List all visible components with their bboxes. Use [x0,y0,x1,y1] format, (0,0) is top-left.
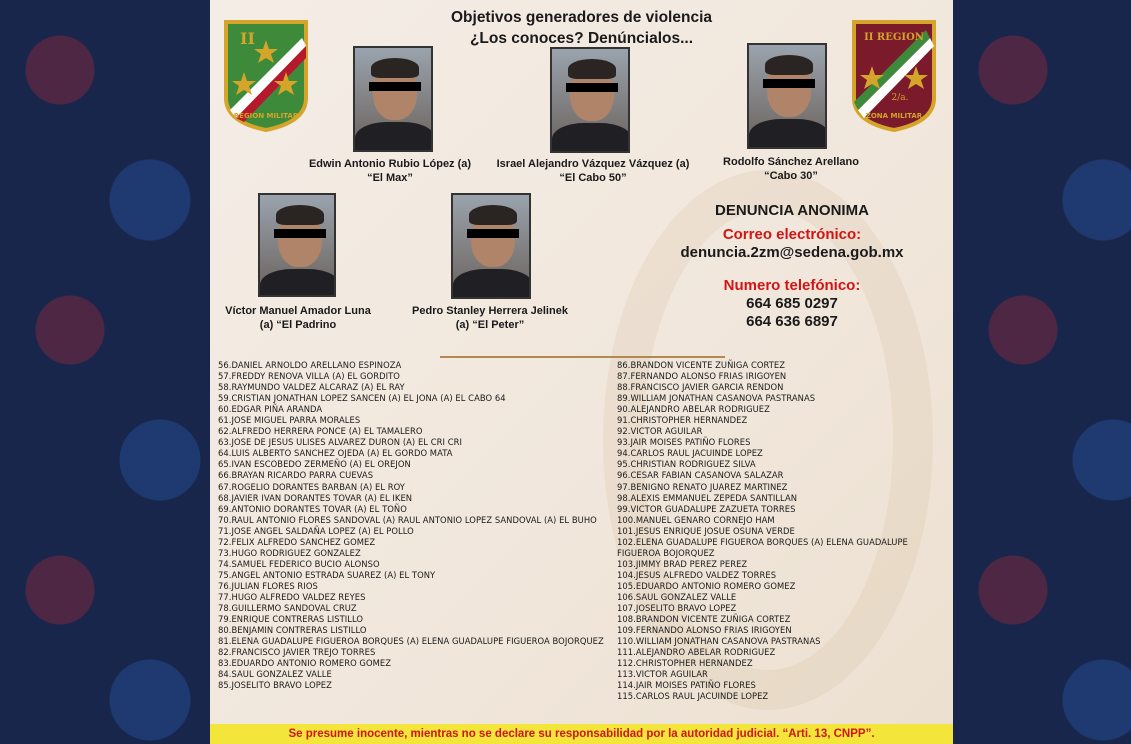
list-item: 102.ELENA GUADALUPE FIGUEROA BORQUES (A) ELENA GUADALUPE FIGUEROA BOJORQUEZ [617,536,908,558]
suspect-name: Pedro Stanley Herrera Jelinek [412,305,568,317]
suspect-name: Israel Alejandro Vázquez Vázquez (a) [496,158,690,170]
suspect-photo-2 [550,47,630,153]
wanted-list-right [617,360,952,702]
list-item: 58.RAYMUNDO VALDEZ ALCARAZ (A) EL RAY [218,382,405,393]
list-item: 92.VICTOR AGUILAR [617,426,703,437]
region-militar-crest [222,18,310,132]
list-item: 68.JAVIER IVAN DORANTES TOVAR (A) EL IKEN [218,492,413,503]
background-pattern-right [953,0,1131,744]
suspect-caption-4 [210,304,386,332]
suspect-name: Edwin Antonio Rubio López (a) [308,158,472,170]
list-item: 93.JAIR MOISES PATIÑO FLORES [617,437,751,448]
list-item: 95.CHRISTIAN RODRIGUEZ SILVA [617,459,756,470]
list-item: 94.CARLOS RAUL JACUINDE LOPEZ [617,448,763,459]
censor-bar [369,82,421,91]
crest-left-number: II [240,29,255,48]
suspect-caption-2 [486,157,700,185]
list-item: 114.JAIR MOISES PATIÑO FLORES [617,680,756,691]
list-item: 81.ELENA GUADALUPE FIGUEROA BORQUES (A) ELENA GUADALUPE FIGUEROA BOJORQUEZ [218,636,604,647]
censor-bar [274,229,326,238]
list-item: 103.JIMMY BRAD PEREZ PEREZ [617,558,748,569]
suspect-photo-1 [353,46,433,152]
phone-number-2: 664 636 6897 [746,313,838,330]
list-item: 75.ANGEL ANTONIO ESTRADA SUAREZ (A) EL TONY [218,569,436,580]
suspect-photo-5 [451,193,531,299]
list-item: 69.ANTONIO DORANTES TOVAR (A) EL TOÑO [218,503,407,514]
list-item: 111.ALEJANDRO ABELAR RODRIGUEZ [617,647,776,658]
wanted-poster [210,0,953,744]
list-item: 110.WILLIAM JONATHAN CASANOVA PASTRANAS [617,636,821,647]
list-item: 82.FRANCISCO JAVIER TREJO TORRES [218,647,376,658]
background-pattern-left [0,0,210,744]
suspect-photo-4 [258,193,336,297]
list-item: 85.JOSELITO BRAVO LOPEZ [218,680,332,691]
list-item: 107.JOSELITO BRAVO LOPEZ [617,603,737,614]
list-item: 62.ALFREDO HERRERA PONCE (A) EL TAMALERO [218,426,423,437]
list-item: 96.CESAR FABIAN CASANOVA SALAZAR [617,470,784,481]
list-item: 70.RAUL ANTONIO FLORES SANDOVAL (A) RAUL ANTONIO LOPEZ SANDOVAL (A) EL BUHO [218,514,597,525]
list-item: 83.EDUARDO ANTONIO ROMERO GOMEZ [218,658,392,669]
suspect-photo-3 [747,43,827,149]
list-item: 97.BENIGNO RENATO JUAREZ MARTINEZ [617,481,788,492]
list-item: 106.SAUL GONZALEZ VALLE [617,591,737,602]
wanted-list-left [218,360,610,691]
list-item: 87.FERNANDO ALONSO FRIAS IRIGOYEN [617,371,787,382]
list-item: 105.EDUARDO ANTONIO ROMERO GOMEZ [617,580,796,591]
list-item: 91.CHRISTOPHER HERNANDEZ [617,415,748,426]
list-item: 115.CARLOS RAUL JACUINDE LOPEZ [617,691,769,702]
censor-bar [566,83,618,92]
list-item: 79.ENRIQUE CONTRERAS LISTILLO [218,614,364,625]
suspect-alias: (a) “El Padrino [259,319,337,331]
list-item: 100.MANUEL GENARO CORNEJO HAM [617,514,775,525]
crest-right-top: II REGION [864,32,924,43]
suspect-name: Rodolfo Sánchez Arellano [723,156,859,168]
list-item: 76.JULIAN FLORES RIOS [218,580,318,591]
poster-subtitle: ¿Los conoces? Denúncialos... [469,30,694,47]
suspect-alias: “El Max” [367,172,413,184]
list-item: 80.BENJAMIN CONTRERAS LISTILLO [218,625,367,636]
list-item: 57.FREDDY RENOVA VILLA (A) EL GORDITO [218,371,400,382]
list-item: 99.VICTOR GUADALUPE ZAZUETA TORRES [617,503,796,514]
list-item: 109.FERNANDO ALONSO FRIAS IRIGOYEN [617,625,792,636]
censor-bar [763,79,815,88]
suspect-alias: (a) “El Peter” [455,319,525,331]
list-item: 112.CHRISTOPHER HERNANDEZ [617,658,753,669]
list-item: 113.VICTOR AGUILAR [617,669,708,680]
suspect-caption-5 [394,304,586,332]
list-item: 90.ALEJANDRO ABELAR RODRIGUEZ [617,404,770,415]
crest-right-bottom: ZONA MILITAR [865,112,923,120]
section-divider [440,356,725,358]
list-item: 64.LUIS ALBERTO SANCHEZ OJEDA (A) EL GORDO MATA [218,448,453,459]
legal-disclaimer: Se presume inocente, mientras no se declare su responsabilidad por la autoridad judicial. “Arti. 13, CNPP”. [210,724,953,744]
email-address: denuncia.2zm@sedena.gob.mx [680,244,904,261]
list-item: 89.WILLIAM JONATHAN CASANOVA PASTRANAS [617,393,816,404]
list-item: 108.BRANDON VICENTE ZUÑIGA CORTEZ [617,614,791,625]
list-item: 73.HUGO RODRIGUEZ GONZALEZ [218,547,361,558]
list-item: 66.BRAYAN RICARDO PARRA CUEVAS [218,470,374,481]
crest-right-mid: 2/a. [891,93,909,103]
list-item: 77.HUGO ALFREDO VALDEZ REYES [218,591,366,602]
anonymous-report-heading: DENUNCIA ANONIMA [715,202,869,219]
censor-bar [467,229,519,238]
list-item: 104.JESUS ALFREDO VALDEZ TORRES [617,569,777,580]
list-item: 71.JOSE ANGEL SALDAÑA LOPEZ (A) EL POLLO [218,525,414,536]
suspect-name: Víctor Manuel Amador Luna [225,305,371,317]
list-item: 61.JOSE MIGUEL PARRA MORALES [218,415,361,426]
list-item: 74.SAMUEL FEDERICO BUCIO ALONSO [218,558,380,569]
zona-militar-crest [850,18,938,132]
list-item: 78.GUILLERMO SANDOVAL CRUZ [218,603,357,614]
list-item: 60.EDGAR PIÑA ARANDA [218,404,323,415]
poster-title: Objetivos generadores de violencia [450,9,712,26]
list-item: 101.JESUS ENRIQUE JOSUE OSUNA VERDE [617,525,795,536]
list-item: 65.IVAN ESCOBEDO ZERMEÑO (A) EL OREJON [218,459,411,470]
list-item: 59.CRISTIAN JONATHAN LOPEZ SANCEN (A) EL JONA (A) EL CABO 64 [218,393,506,404]
suspect-alias: “Cabo 30” [764,170,818,182]
list-item: 56.DANIEL ARNOLDO ARELLANO ESPINOZA [218,360,402,370]
suspect-caption-1 [290,157,490,185]
phone-label: Numero telefónico: [723,277,861,294]
email-label: Correo electrónico: [722,226,862,243]
list-item: 72.FELIX ALFREDO SANCHEZ GOMEZ [218,536,376,547]
list-item: 67.ROGELIO DORANTES BARBAN (A) EL ROY [218,481,405,492]
list-item: 63.JOSE DE JESUS ULISES ALVAREZ DURON (A) EL CRI CRI [218,437,462,448]
suspect-caption-3 [706,155,876,183]
crest-left-text: REGION MILITAR [233,112,299,120]
phone-number-1: 664 685 0297 [746,295,838,312]
list-item: 86.BRANDON VICENTE ZUÑIGA CORTEZ [617,360,786,370]
list-item: 98.ALEXIS EMMANUEL ZEPEDA SANTILLAN [617,492,798,503]
list-item: 84.SAUL GONZALEZ VALLE [218,669,332,680]
list-item: 88.FRANCISCO JAVIER GARCIA RENDON [617,382,784,393]
suspect-alias: “El Cabo 50” [559,172,627,184]
